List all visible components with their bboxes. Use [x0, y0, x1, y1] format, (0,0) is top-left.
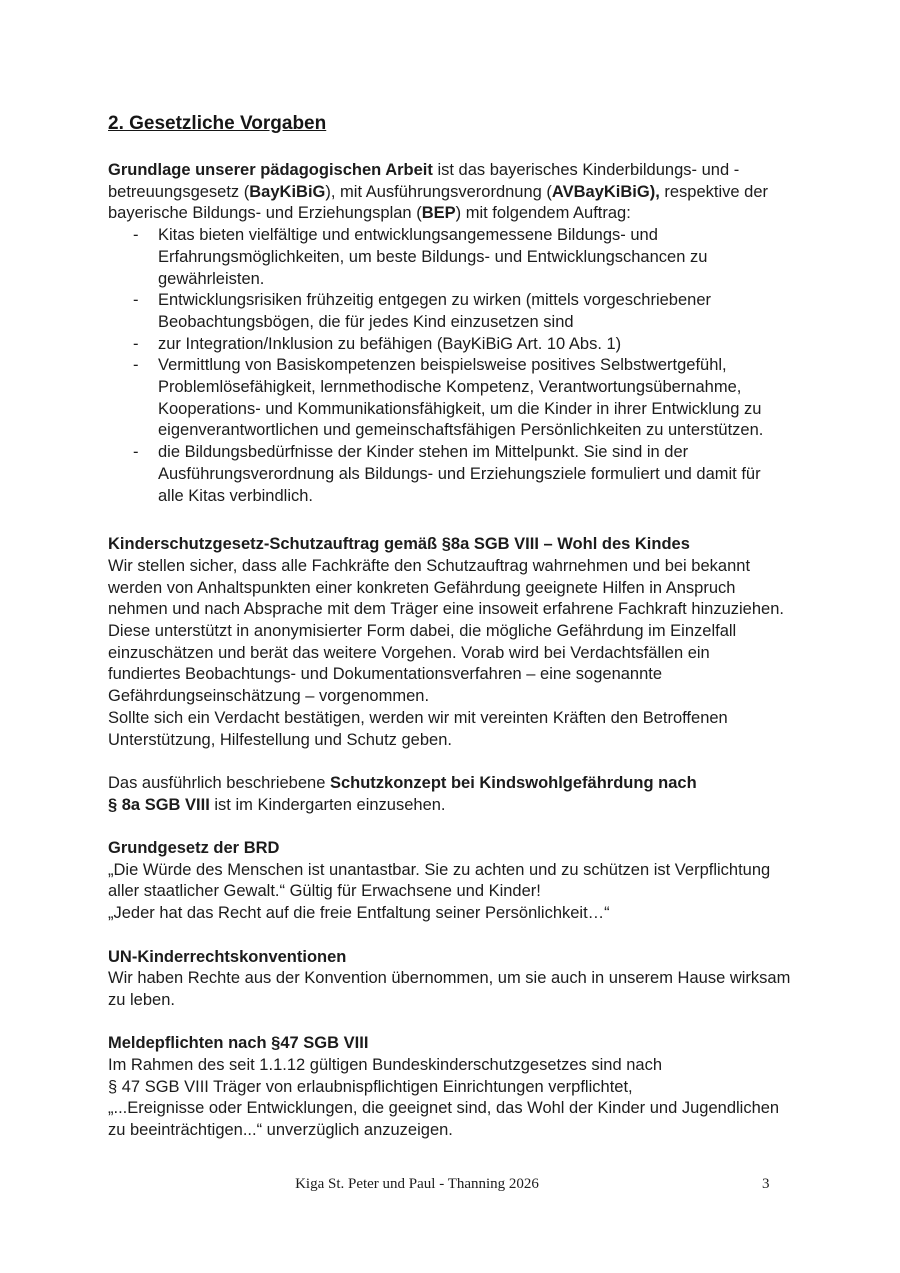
section-paragraph: „Die Würde des Menschen ist unantastbar. Sie zu achten und zu schützen ist Verpflichtung aller staatlicher Gewalt.“ Gültig für Erwachsene und Kinder! „Jeder hat das Recht auf die freie Entfaltung seiner Persönlichkeit…“ [108, 860, 771, 923]
section-heading: Meldepflichten nach §47 SGB VIII [108, 1034, 369, 1053]
page-footer [0, 1176, 900, 1206]
bullet-marker: - [133, 226, 139, 245]
section-paragraph: Im Rahmen des seit 1.1.12 gültigen Bundeskinderschutzgesetzes sind nach § 47 SGB VIII Träger von erlaubnispflichtigen Einrichtungen verpflichtet, „...Ereignisse oder Entwicklungen, die geeignet sind, das Wohl der Kinder und Jugendlichen zu beeinträchtigen...“ unverzüglich anzuzeigen. [108, 1056, 780, 1140]
section-paragraph: Wir haben Rechte aus der Konvention übernommen, um sie auch in unserem Hause wirksam zu leben. [108, 969, 791, 1009]
bullet-marker: - [133, 356, 139, 375]
section-paragraph: Wir stellen sicher, dass alle Fachkräfte den Schutzauftrag wahrnehmen und bei bekannt werden von Anhaltspunkten einer konkreten Gefährdung geeignete Hilfen in Anspruch nehmen und nach Absprache mit dem Träger eine insoweit erfahrene Fachkraft hinzuziehen. Diese unterstützt in anonymisierter Form dabei, die mögliche Gefährdung im Einzelfall einzuschätzen und berät das weitere Vorgehen. Vorab wird bei Verdachtsfällen ein fundiertes Beobachtungs- und Dokumentationsverfahren – eine sogenannte Gefährdungseinschätzung – vorgenommen. Sollte sich ein Verdacht bestätigen, werden wir mit vereinten Kräften den Betroffenen Unterstützung, Hilfestellung und Schutz geben. [108, 556, 784, 749]
list-item-text: zur Integration/Inklusion zu befähigen (BayKiBiG Art. 10 Abs. 1) [158, 334, 622, 353]
page-title: 2. Gesetzliche Vorgaben [108, 113, 327, 134]
section-grundgesetz [108, 838, 872, 925]
list-item [108, 290, 872, 333]
bullet-marker: - [133, 443, 139, 462]
section-un-kinderrechte [108, 947, 872, 1012]
list-item [108, 355, 872, 442]
section-meldepflichten [108, 1033, 872, 1142]
list-item [108, 442, 872, 507]
list-item-text: Kitas bieten vielfältige und entwicklungsangemessene Bildungs- und Erfahrungsmöglichkeiten, um beste Bildungs- und Entwicklungschancen zu gewährleisten. [158, 226, 708, 288]
page-number: 3 [762, 1176, 770, 1192]
footer-text: Kiga St. Peter und Paul - Thanning 2026 [295, 1176, 539, 1192]
section-kinderschutz [108, 534, 872, 751]
section-heading: UN-Kinderrechtskonventionen [108, 947, 347, 966]
intro-paragraph: Grundlage unserer pädagogischen Arbeit ist das bayerisches Kinderbildungs- und - betreuungsgesetz (BayKiBiG), mit Ausführungsverordnung (AVBayKiBiG), respektive der bayerische Bildungs- und Erziehungsplan (BEP) mit folgendem Auftrag: [108, 161, 769, 223]
bullet-marker: - [133, 334, 139, 353]
list-item-text: Vermittlung von Basiskompetenzen beispielsweise positives Selbstwertgefühl, Problemlösefähigkeit, lernmethodische Kompetenz, Verantwortungsübernahme, Kooperations- und Kommunikationsfähigkeit, um die Kinder in ihrer Entwicklung zu eigenverantwortlichen und gemeinschaftsfähigen Persönlichkeiten zu unterstützen. [158, 356, 764, 440]
list-item-text: Entwicklungsrisiken frühzeitig entgegen zu wirken (mittels vorgeschriebener Beobachtungsbögen, die für jedes Kind einzusetzen sind [158, 291, 712, 331]
list-item-text: die Bildungsbedürfnisse der Kinder stehen im Mittelpunkt. Sie sind in der Ausführungsverordnung als Bildungs- und Erziehungsziele formuliert und damit für alle Kitas verbindlich. [158, 443, 761, 505]
list-item [108, 225, 872, 290]
bullet-marker: - [133, 291, 139, 310]
bullet-list [108, 225, 872, 507]
document-content [108, 112, 872, 1142]
section-heading: Kinderschutzgesetz-Schutzauftrag gemäß §8a SGB VIII – Wohl des Kindes [108, 535, 690, 554]
section-heading: Grundgesetz der BRD [108, 839, 280, 858]
list-item [108, 334, 872, 356]
schutzkonzept-paragraph: Das ausführlich beschriebene Schutzkonzept bei Kindswohlgefährdung nach § 8a SGB VIII ist im Kindergarten einzusehen. [108, 773, 697, 814]
